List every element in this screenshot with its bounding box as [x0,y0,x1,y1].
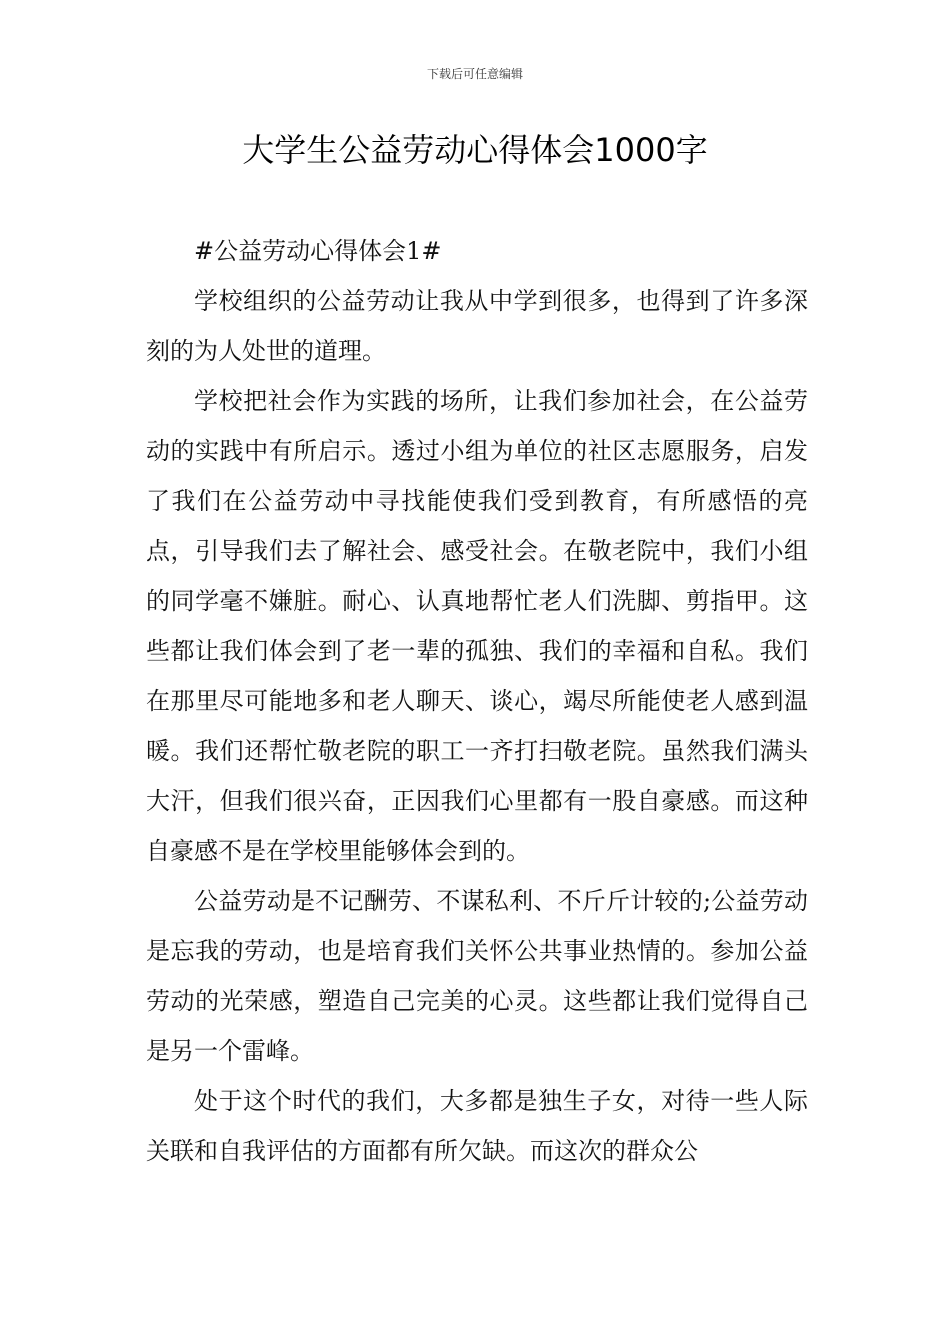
document-title: 大学生公益劳动心得体会1000字 [242,131,708,169]
document-body [146,226,808,1176]
paragraph-1: 学校组织的公益劳动让我从中学到很多，也得到了许多深刻的为人处世的道理。 [146,287,808,365]
header-note: 下载后可任意编辑 [426,67,523,81]
section-heading: #公益劳动心得体会1# [194,237,442,265]
paragraph-3: 公益劳动是不记酬劳、不谋私利、不斤斤计较的;公益劳动是忘我的劳动，也是培育我们关怀公共事业热情的。参加公益劳动的光荣感，塑造自己完美的心灵。这些都让我们觉得自己是另一个雷峰。 [146,887,808,1065]
paragraph-2: 学校把社会作为实践的场所，让我们参加社会，在公益劳动的实践中有所启示。透过小组为单位的社区志愿服务，启发了我们在公益劳动中寻找能使我们受到教育，有所感悟的亮点，引导我们去了解社会、感受社会。在敬老院中，我们小组的同学毫不嫌脏。耐心、认真地帮忙老人们洗脚、剪指甲。这些都让我们体会到了老一辈的孤独、我们的幸福和自私。我们在那里尽可能地多和老人聊天、谈心，竭尽所能使老人感到温暖。我们还帮忙敬老院的职工一齐打扫敬老院。虽然我们满头大汗，但我们很兴奋，正因我们心里都有一股自豪感。而这种自豪感不是在学校里能够体会到的。 [146,387,808,865]
paragraph-4: 处于这个时代的我们，大多都是独生子女，对待一些人际关联和自我评估的方面都有所欠缺。而这次的群众公 [146,1087,808,1165]
